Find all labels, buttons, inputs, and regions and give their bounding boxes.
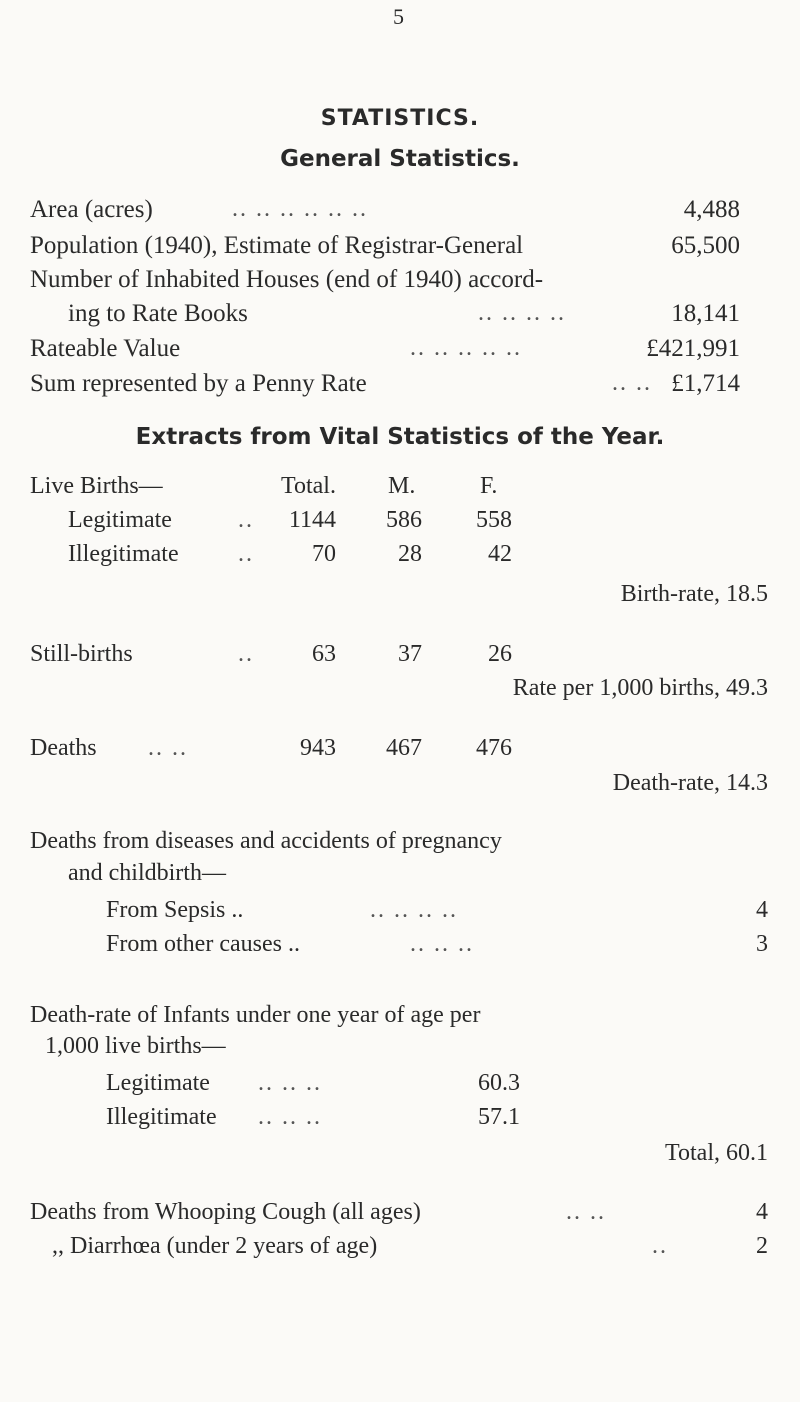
general-stat-label: Number of Inhabited Houses (end of 1940) accord- <box>30 266 544 293</box>
general-stat-label: ing to Rate Books <box>68 300 248 327</box>
row-label: Illegitimate <box>106 1104 217 1130</box>
column-header-m: M. <box>388 473 416 499</box>
cell-f: 476 <box>476 735 512 761</box>
birth-rate: Birth-rate, 18.5 <box>620 581 768 607</box>
general-stat-value: 18,141 <box>671 300 740 327</box>
cell-total: 1144 <box>288 507 336 533</box>
deaths-label: Deaths <box>30 735 97 761</box>
leader-dots: .. .. .. .. <box>370 897 458 923</box>
row-label: Legitimate <box>106 1070 210 1096</box>
cell-f: 26 <box>488 641 512 667</box>
infant-heading: Death-rate of Infants under one year of age per <box>30 1002 481 1028</box>
row-label: Illegitimate <box>68 541 179 567</box>
leader-dots: .. .. <box>612 370 652 396</box>
cell-m: 586 <box>386 507 422 533</box>
leader-dots: .. .. .. .. .. <box>410 335 522 361</box>
cell-f: 558 <box>476 507 512 533</box>
leader-dots: .. .. .. <box>258 1070 322 1096</box>
cell-m: 37 <box>398 641 422 667</box>
still-birth-rate: Rate per 1,000 births, 49.3 <box>512 675 768 701</box>
page-title: STATISTICS. <box>320 106 480 131</box>
row-value: 4 <box>756 897 768 923</box>
row-value: 4 <box>756 1199 768 1225</box>
cell-m: 28 <box>398 541 422 567</box>
pregnancy-heading: Deaths from diseases and accidents of pregnancy <box>30 828 502 854</box>
row-value: 57.1 <box>478 1104 520 1130</box>
cell-total: 63 <box>312 641 336 667</box>
general-stat-label: Area (acres) <box>30 196 153 223</box>
live-births-label: Live Births— <box>30 473 163 499</box>
infant-heading-cont: 1,000 live births— <box>45 1033 226 1059</box>
leader-dots: .. <box>238 541 254 567</box>
general-stat-value: £1,714 <box>671 370 740 397</box>
still-births-label: Still-births <box>30 641 133 667</box>
page-number: 5 <box>393 4 404 29</box>
general-stat-value: 4,488 <box>683 196 740 223</box>
section-heading-general: General Statistics. <box>280 146 520 172</box>
leader-dots: .. <box>238 641 254 667</box>
column-header-total: Total. <box>281 473 336 499</box>
leader-dots: .. <box>238 507 254 533</box>
leader-dots: .. .. <box>148 735 188 761</box>
cell-f: 42 <box>488 541 512 567</box>
leader-dots: .. .. .. .. <box>478 300 566 326</box>
row-label: Deaths from Whooping Cough (all ages) <box>30 1199 421 1225</box>
column-header-f: F. <box>480 473 498 499</box>
section-heading-vital: Extracts from Vital Statistics of the Year. <box>135 424 665 450</box>
leader-dots: .. .. .. <box>258 1104 322 1130</box>
death-rate: Death-rate, 14.3 <box>612 770 768 796</box>
leader-dots: .. .. <box>566 1199 606 1225</box>
general-stat-value: 65,500 <box>671 232 740 259</box>
leader-dots: .. .. .. .. .. .. <box>232 196 368 222</box>
row-label: Legitimate <box>68 507 172 533</box>
row-label: From Sepsis .. <box>106 897 244 923</box>
leader-dots: .. <box>652 1233 668 1259</box>
general-stat-label: Sum represented by a Penny Rate <box>30 370 367 397</box>
infant-total: Total, 60.1 <box>665 1140 768 1166</box>
cell-m: 467 <box>386 735 422 761</box>
row-label: ,, Diarrhœa (under 2 years of age) <box>52 1233 378 1259</box>
pregnancy-heading-cont: and childbirth— <box>68 860 226 886</box>
row-value: 2 <box>756 1233 768 1259</box>
general-stat-value: £421,991 <box>646 335 740 362</box>
general-stat-label: Population (1940), Estimate of Registrar-General <box>30 232 524 259</box>
leader-dots: .. .. .. <box>410 931 474 957</box>
cell-total: 70 <box>312 541 336 567</box>
row-label: From other causes .. <box>106 931 300 957</box>
cell-total: 943 <box>300 735 336 761</box>
row-value: 60.3 <box>478 1070 520 1096</box>
general-stat-label: Rateable Value <box>30 335 181 362</box>
row-value: 3 <box>756 931 768 957</box>
